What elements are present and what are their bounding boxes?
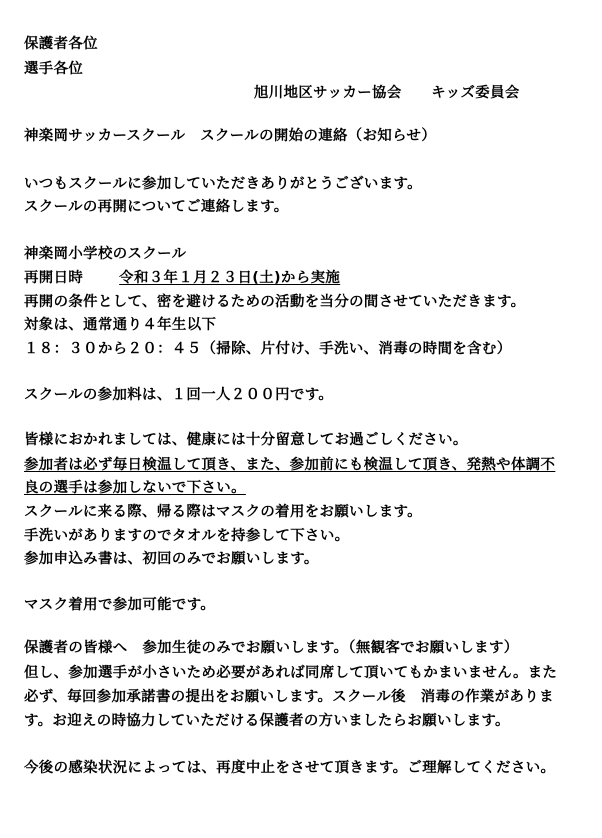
guardian-line-4: す。お迎えの時協力していただける保護者の方いましたらお願いします。	[24, 713, 510, 729]
temperature-check-line-1: 参加者は必ず毎日検温して頂き、また、参加前にも検温して頂き、発熱や体調不	[24, 457, 556, 473]
school-heading: 神楽岡小学校のスクール	[24, 246, 187, 262]
target-players: 対象は、通常通り４年生以下	[24, 317, 217, 333]
guardian-line-1: 保護者の皆様へ 参加生徒のみでお願いします。（無観客でお願いします）	[24, 640, 519, 656]
guardian-line-2: 但し、参加選手が小さいため必要があれば同席して頂いてもかまいません。また	[24, 665, 558, 681]
school-time: １８：３０から２０：４５（掃除、片付け、手洗い、消毒の時間を含む）	[24, 341, 512, 357]
notice-title: 神楽岡サッカースクール スクールの開始の連絡（お知らせ）	[24, 128, 437, 144]
closing-note: 今後の感染状況によっては、再度中止をさせて頂きます。ご理解してください。	[24, 760, 556, 776]
application-form-note: 参加申込み書は、初回のみでお願いします。	[24, 551, 319, 567]
resume-date-row	[24, 269, 580, 287]
mask-note: マスク着用で参加可能です。	[24, 597, 216, 613]
resume-conditions: 再開の条件として、密を避けるための活動を当分の間させていただきます。	[24, 294, 526, 310]
guardian-line-3: 必ず、毎回参加承諾書の提出をお願いします。スクール後 消毒の作業がありま	[24, 689, 554, 705]
greeting-line-2: スクールの再開についてご連絡します。	[24, 199, 289, 215]
greeting-line-1: いつもスクールに参加していただきありがとうございます。	[24, 176, 422, 192]
health-notice: 皆様におかれましては、健康には十分留意してお過ごしください。	[24, 432, 468, 448]
mask-request: スクールに来る際、帰る際はマスクの着用をお願いします。	[24, 504, 422, 520]
sender-organization: 旭川地区サッカー協会 キッズ委員会	[254, 85, 520, 101]
participation-fee: スクールの参加料は、１回一人２００円です。	[24, 387, 334, 403]
resume-date-value: 令和３年１月２３日(土)から実施	[119, 270, 341, 286]
recipient-guardians: 保護者各位	[24, 36, 98, 52]
resume-date-label: 再開日時	[24, 270, 84, 286]
recipient-players: 選手各位	[24, 61, 84, 77]
temperature-check-line-2: 良の選手は参加しないで下さい。	[24, 480, 246, 496]
towel-request: 手洗いがありますのでタオルを持参して下さい。	[24, 528, 350, 544]
